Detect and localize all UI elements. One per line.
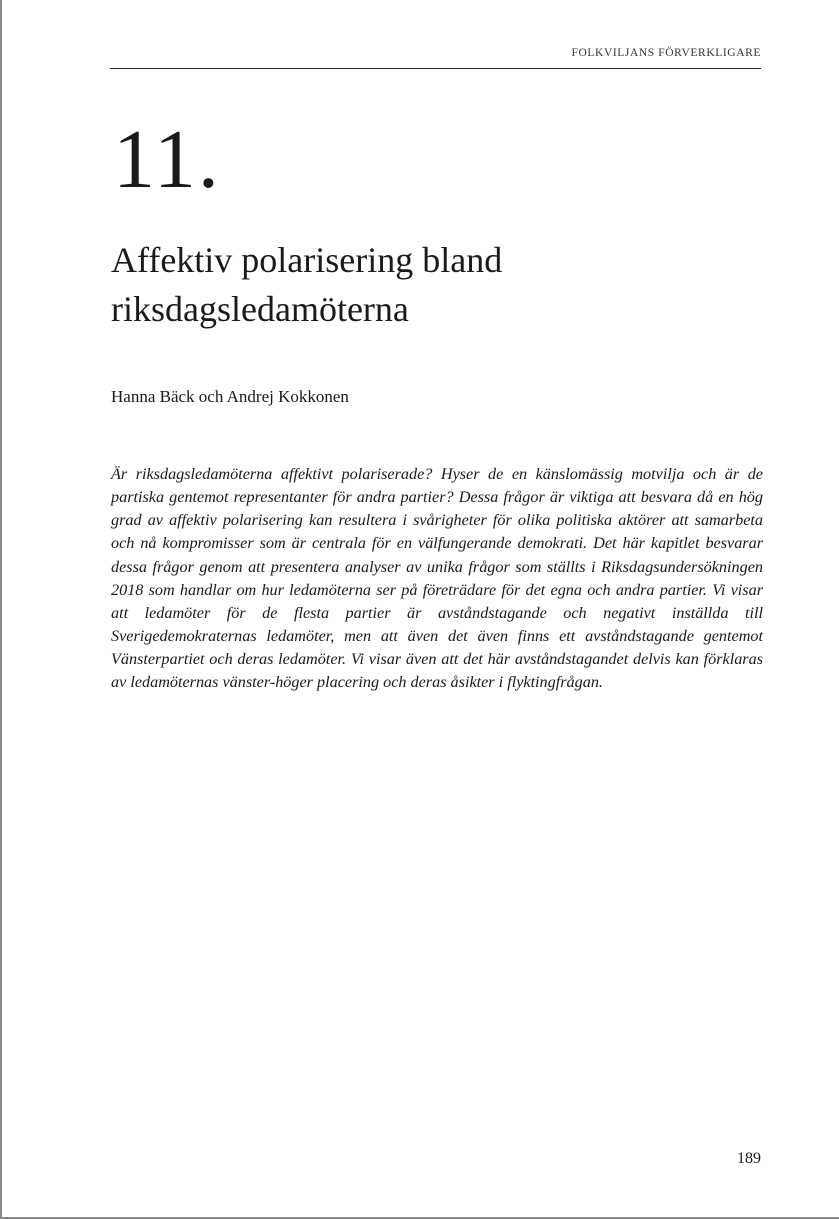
chapter-authors: Hanna Bäck och Andrej Kokkonen [111, 387, 349, 406]
chapter-title: Affektiv polarisering bland riksdagsledamöterna [111, 240, 503, 329]
page-number: 189 [737, 1150, 761, 1167]
page-edge-left [0, 0, 2, 1219]
chapter-number: 11. [113, 113, 221, 206]
running-header: FOLKVILJANS FÖRVERKLIGARE [571, 47, 761, 59]
header-rule [110, 68, 761, 69]
chapter-abstract: Är riksdagsledamöterna affektivt polariserade? Hyser de en känslomässig motvilja och är de partiska gentemot representanter för andra partier? Dessa frågor är viktiga att besvara då en hög grad av affektiv polarisering kan resultera i svårigheter för olika politiska aktörer att samarbeta och nå kompromisser som är centrala för en välfungerande demokrati. Det här kapitlet besvarar dessa frågor genom att presentera analyser av unika frågor som ställts i Riksdagsundersökningen 2018 som handlar om hur ledamöterna ser på företrädare för det egna och andra partier. Vi visar att ledamöter för de flesta partier är avståndstagande och negativt inställda till Sverigedemokraternas ledamöter, men att även det även finns ett avståndstagande gentemot Vänsterpartiet och deras ledamöter. Vi visar även att det här avståndstagandet delvis kan förklaras av ledamöternas vänster-höger placering och deras åsikter i flyktingfrågan. [111, 465, 763, 692]
